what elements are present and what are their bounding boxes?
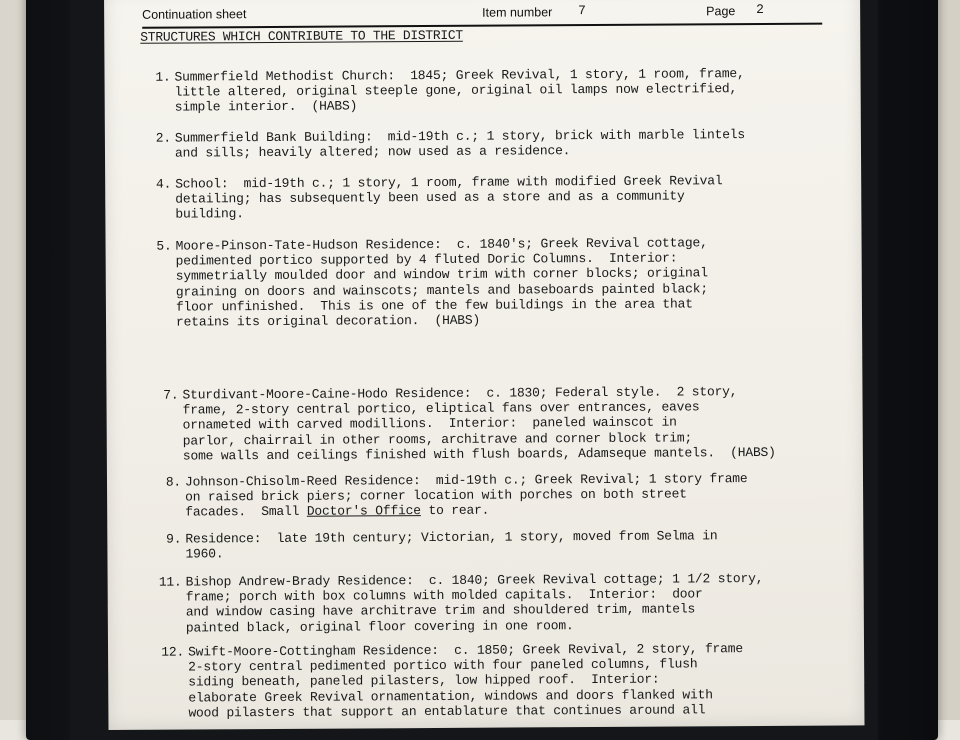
doctors-office-underlined: Doctor's Office bbox=[306, 503, 421, 520]
item-number-label: Item number bbox=[482, 5, 553, 20]
item-line: simple interior. (HABS) bbox=[174, 98, 358, 115]
item-line: little altered, original steeple gone, original oil lamps now electrified, bbox=[174, 81, 738, 100]
header-rule bbox=[142, 23, 822, 29]
item-number: 8. bbox=[165, 474, 182, 490]
item-line: symmetrially moulded door and window trim with corner blocks; original bbox=[175, 265, 708, 284]
item-line: 2-story central pedimented portico with four paneled columns, flush bbox=[188, 656, 698, 675]
item-line: siding beneath, paneled pilasters, low hipped roof. Interior: bbox=[188, 672, 660, 690]
wall-left bbox=[0, 0, 28, 720]
page-number-value: 2 bbox=[756, 1, 764, 18]
item-line: Residence: late 19th century; Victorian, 1 story, moved from Selma in bbox=[185, 528, 718, 547]
item-line-text: to rear. bbox=[420, 503, 490, 519]
list-item bbox=[141, 127, 801, 161]
item-line: Bishop Andrew-Brady Residence: c. 1840; Greek Revival cottage; 1 1/2 story, bbox=[185, 570, 764, 590]
item-line: building. bbox=[175, 206, 244, 222]
document-sheet bbox=[104, 0, 865, 730]
item-number: 4. bbox=[155, 176, 172, 192]
item-line: pedimented portico supported by 4 fluted Doric Columns. Interior: bbox=[175, 250, 678, 269]
list-item bbox=[141, 173, 801, 222]
item-line: and window casing have architrave trim and shouldered trim, mantels bbox=[185, 601, 696, 620]
item-number-value: 7 bbox=[578, 3, 586, 19]
item-line: wood pilasters that support an entablature that continues around all bbox=[188, 702, 706, 721]
list-item bbox=[154, 641, 814, 721]
item-line: parlor, chairrail in other rooms, architrave and corner block trim; bbox=[182, 430, 693, 449]
item-line: School: mid-19th c.; 1 story, 1 room, frame with modified Greek Revival bbox=[175, 173, 723, 192]
item-number: 2. bbox=[155, 130, 171, 146]
item-line: on raised brick piers; corner location with porches on both street bbox=[185, 486, 687, 505]
sheet-header bbox=[142, 2, 822, 28]
continuation-sheet-label: Continuation sheet bbox=[142, 7, 247, 22]
wall-right bbox=[938, 0, 960, 720]
item-number: 1. bbox=[155, 69, 171, 85]
list-item bbox=[148, 384, 808, 464]
item-line: some walls and ceilings finished with flush boards, Adamseque mantels. (HABS) bbox=[182, 444, 776, 464]
item-text bbox=[185, 471, 825, 521]
item-text bbox=[176, 235, 817, 330]
item-number: 5. bbox=[156, 238, 172, 254]
list-item bbox=[151, 528, 811, 562]
list-item bbox=[152, 570, 812, 636]
item-text bbox=[175, 173, 815, 223]
item-line: Summerfield Bank Building: mid-19th c.; 1 story, brick with marble lintels bbox=[174, 127, 746, 146]
item-line: frame; porch with box columns with molded capitals. Interior: door bbox=[185, 586, 703, 605]
item-line: Moore-Pinson-Tate-Hudson Residence: c. 1840's; Greek Revival cottage, bbox=[175, 235, 708, 254]
item-line: elaborate Greek Revival ornamentation, windows and doors flanked with bbox=[188, 686, 713, 706]
item-line: and sills; heavily altered; now used as a residence. bbox=[174, 143, 571, 161]
item-line: frame, 2-story central portico, eliptical fans over entrances, eaves bbox=[182, 399, 700, 418]
item-line: ornameted with carved modillions. Interior: paneled wainscot in bbox=[182, 414, 677, 433]
list-item bbox=[151, 471, 811, 520]
list-item bbox=[140, 66, 800, 115]
item-line: graining on doors and wainscots; mantels and baseboards painted black; bbox=[175, 280, 708, 300]
item-number: 9. bbox=[166, 531, 182, 547]
item-line: Johnson-Chisolm-Reed Residence: mid-19th c.; Greek Revival; 1 story frame bbox=[184, 471, 748, 490]
item-number: 12. bbox=[161, 644, 185, 660]
item-line: Sturdivant-Moore-Caine-Hodo Residence: c. 1830; Federal style. 2 story, bbox=[182, 384, 738, 403]
item-line-text: facades. Small bbox=[185, 504, 307, 520]
section-title: STRUCTURES WHICH CONTRIBUTE TO THE DISTRICT bbox=[140, 27, 463, 45]
item-line: painted black, original floor covering in one room. bbox=[185, 617, 574, 636]
item-line: Summerfield Methodist Church: 1845; Greek Revival, 1 story, 1 room, frame, bbox=[174, 66, 745, 85]
item-text bbox=[174, 66, 814, 116]
item-line: retains its original decoration. (HABS) bbox=[175, 312, 481, 330]
item-text bbox=[188, 641, 828, 721]
item-line: Swift-Moore-Cottingham Residence: c. 1850; Greek Revival, 2 story, frame bbox=[187, 641, 743, 660]
item-number: 11. bbox=[158, 574, 182, 590]
item-line: detailing; has subsequently been used as a store and as a community bbox=[175, 188, 685, 207]
item-text bbox=[182, 384, 822, 464]
item-line: floor unfinished. This is one of the few buildings in the area that bbox=[175, 296, 693, 315]
list-item bbox=[142, 235, 802, 330]
item-text bbox=[186, 571, 826, 636]
item-number: 7. bbox=[163, 387, 179, 403]
item-text bbox=[185, 528, 825, 562]
page-label: Page bbox=[706, 4, 736, 19]
item-line bbox=[185, 501, 825, 520]
item-line: 1960. bbox=[185, 546, 224, 562]
item-text bbox=[175, 127, 815, 161]
